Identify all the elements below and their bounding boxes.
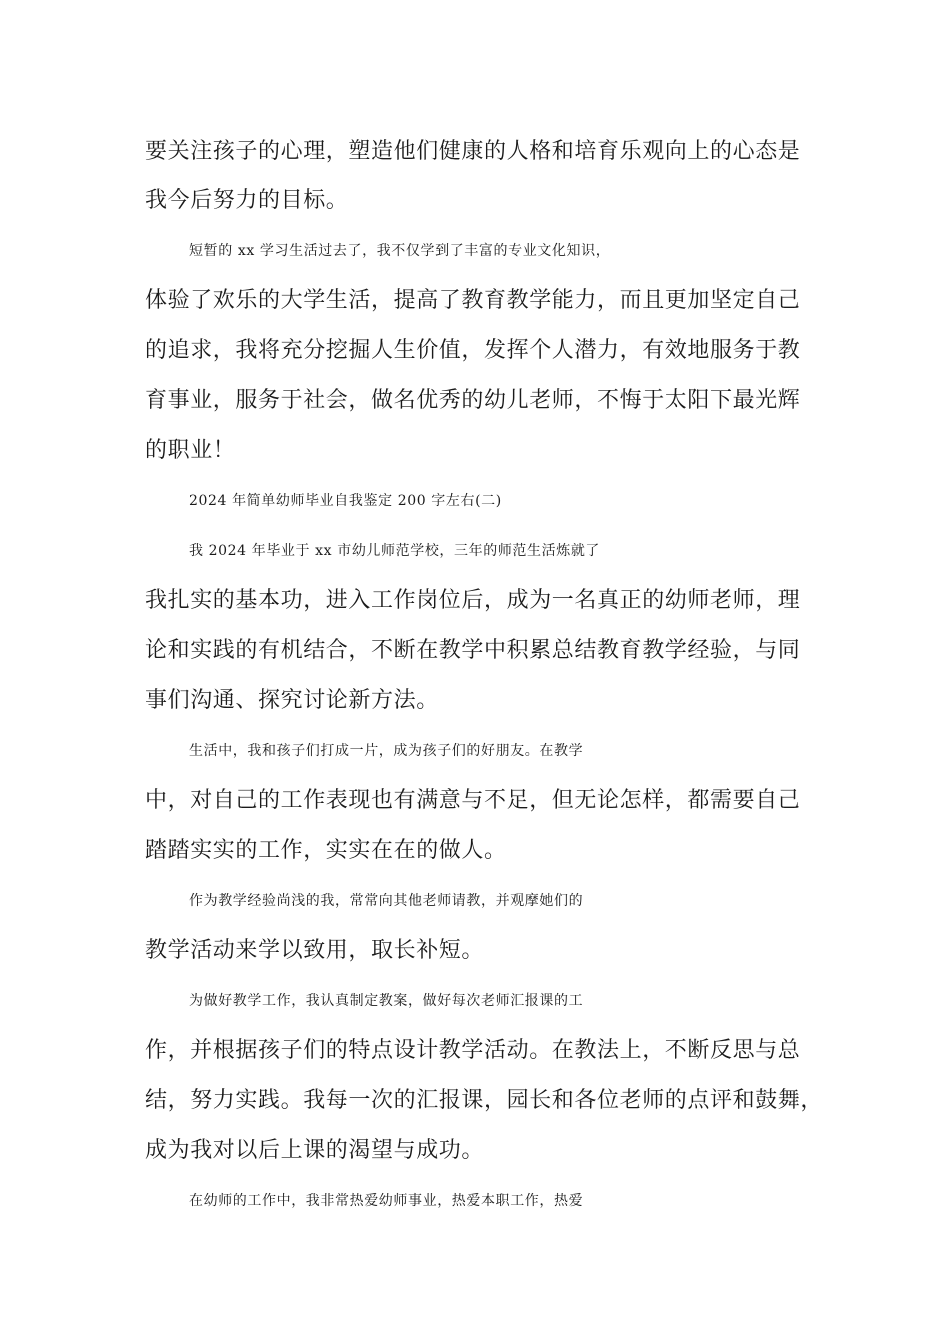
text-line: 事们沟通、探究讨论新方法。 <box>145 688 439 713</box>
paragraph-first-line: 作为教学经验尚浅的我，常常向其他老师请教，并观摩她们的 <box>189 893 584 909</box>
text-line: 踏踏实实的工作，实实在在的做人。 <box>145 838 507 863</box>
text-line: 我扎实的基本功，进入工作岗位后，成为一名真正的幼师老师，理 <box>145 588 801 613</box>
paragraph-first-line: 为做好教学工作，我认真制定教案，做好每次老师汇报课的工 <box>189 993 584 1009</box>
section-heading: 2024 年简单幼师毕业自我鉴定 200 字左右(二) <box>189 493 502 509</box>
text-line: 论和实践的有机结合，不断在教学中积累总结教育教学经验，与同 <box>145 638 801 663</box>
text-line: 成为我对以后上课的渴望与成功。 <box>145 1138 485 1163</box>
text-line: 体验了欢乐的大学生活，提高了教育教学能力，而且更加坚定自己 <box>145 288 801 313</box>
text-line: 育事业，服务于社会，做名优秀的幼儿老师，不悔于太阳下最光辉 <box>145 388 801 413</box>
text-line: 结，努力实践。我每一次的汇报课，园长和各位老师的点评和鼓舞， <box>145 1088 824 1113</box>
paragraph-first-line: 在幼师的工作中，我非常热爱幼师事业，热爱本职工作，热爱 <box>189 1193 584 1209</box>
text-line: 作，并根据孩子们的特点设计教学活动。在教法上，不断反思与总 <box>145 1038 801 1063</box>
text-line: 我今后努力的目标。 <box>145 188 349 213</box>
paragraph-first-line: 生活中，我和孩子们打成一片，成为孩子们的好朋友。在教学 <box>189 743 584 759</box>
text-line: 的职业！ <box>145 438 236 463</box>
paragraph-first-line: 我 2024 年毕业于 xx 市幼儿师范学校，三年的师范生活炼就了 <box>189 543 601 559</box>
paragraph-first-line: 短暂的 xx 学习生活过去了，我不仅学到了丰富的专业文化知识， <box>189 243 611 259</box>
text-line: 的追求，我将充分挖掘人生价值，发挥个人潜力，有效地服务于教 <box>145 338 801 363</box>
text-line: 要关注孩子的心理，塑造他们健康的人格和培育乐观向上的心态是 <box>145 139 801 164</box>
text-line: 中，对自己的工作表现也有满意与不足，但无论怎样，都需要自己 <box>145 788 801 813</box>
text-line: 教学活动来学以致用，取长补短。 <box>145 938 485 963</box>
